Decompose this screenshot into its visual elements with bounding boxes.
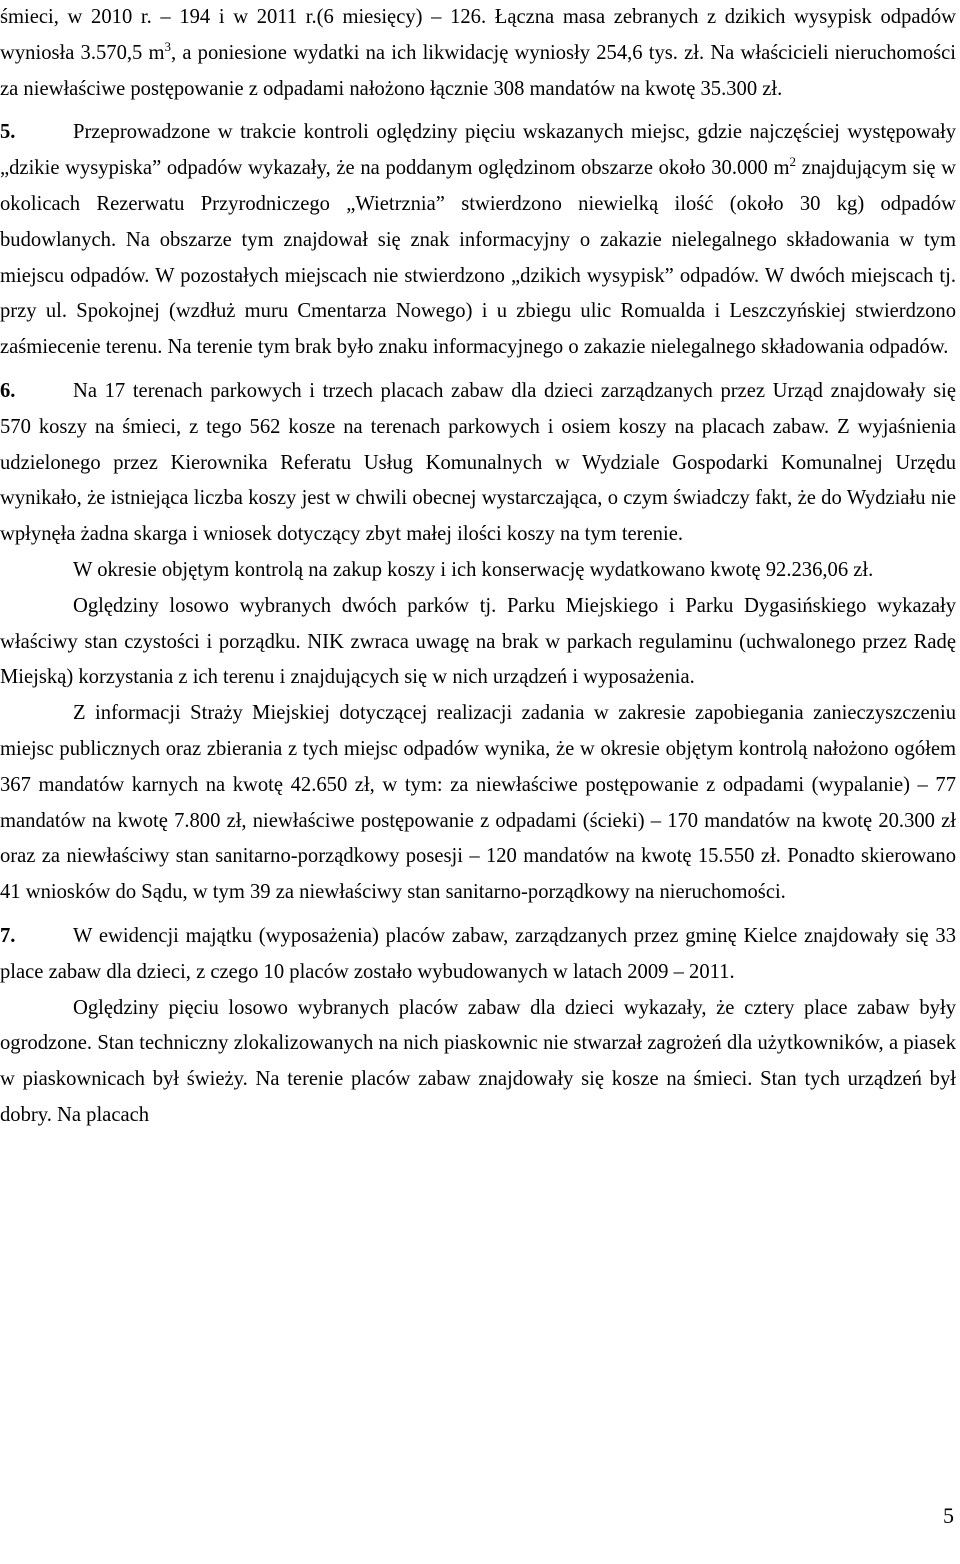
page-number: 5	[943, 1503, 954, 1528]
item-number-7: 7.	[0, 924, 16, 947]
superscript-cubic: 3	[164, 38, 172, 54]
item-number-6: 6.	[0, 379, 16, 402]
paragraph-6b: W okresie objętym kontrolą na zakup koszy i ich konserwację wydatkowano kwotę 92.236,06 zł.	[73, 558, 874, 581]
paragraph-6c: Oględziny losowo wybranych dwóch parków tj. Parku Miejskiego i Parku Dygasińskiego wykazały właściwy stan czystości i porządku. NIK zwraca uwagę na brak w parkach regulaminu (uchwalonego przez Radę Miejską) korzystania z ich terenu i znajdujących się w nich urządzeń i wyposażenia.	[0, 594, 956, 689]
paragraph-6	[0, 374, 956, 553]
paragraph-intro-text-b: , a poniesione wydatki na ich likwidację wyniosły 254,6 tys. zł. Na właścicieli nieruchomości za niewłaściwe postępowanie z odpadami nałożono łącznie 308 mandatów na kwotę 35.300 zł.	[0, 41, 956, 100]
paragraph-6-text: Na 17 terenach parkowych i trzech placach zabaw dla dzieci zarządzanych przez Urząd znajdowały się 570 koszy na śmieci, z tego 562 kosze na terenach parkowych i osiem koszy na placach zabaw. Z wyjaśnienia udzielonego przez Kierownika Referatu Usług Komunalnych w Wydziale Gospodarki Komunalnej Urzędu wynikało, że istniejąca liczba koszy jest w chwili obecnej wystarczająca, o czym świadczy fakt, że do Wydziału nie wpłynęła żadna skarga i wniosek dotyczący zbyt małej ilości koszy na tym terenie.	[0, 379, 956, 546]
paragraph-intro	[0, 0, 956, 107]
paragraph-5	[0, 115, 956, 366]
paragraph-7b: Oględziny pięciu losowo wybranych placów zabaw dla dzieci wykazały, że cztery place zabaw były ogrodzone. Stan techniczny zlokalizowanych na nich piaskownic nie stwarzał zagrożeń dla użytkowników, a piasek w piaskownicach był świeży. Na terenie placów zabaw znajdowały się kosze na śmieci. Stan tych urządzeń był dobry. Na placach	[0, 996, 956, 1126]
item-number-5: 5.	[0, 121, 16, 144]
paragraph-5-text-b: znajdującym się w okolicach Rezerwatu Przyrodniczego „Wietrznia” stwierdzono niewielką ilość (około 30 kg) odpadów budowlanych. Na obszarze tym znajdował się znak informacyjny o zakazie nielegalnego składowania w tym miejscu odpadów. W pozostałych miejscach nie stwierdzono „dzikich wysypisk” odpadów. W dwóch miejscach tj. przy ul. Spokojnej (wzdłuż muru Cmentarza Nowego) i u zbiegu ulic Romualda i Leszczyńskiej stwierdzono zaśmiecenie terenu. Na terenie tym brak było znaku informacyjnego o zakazie nielegalnego składowania odpadów.	[0, 157, 956, 359]
paragraph-7	[0, 919, 956, 991]
superscript-square: 2	[789, 154, 797, 170]
paragraph-5-text-a: Przeprowadzone w trakcie kontroli oględziny pięciu wskazanych miejsc, gdzie najczęściej występowały „dzikie wysypiska” odpadów wykazały, że na poddanym oględzinom obszarze około 30.000 m	[0, 121, 956, 180]
paragraph-7-text: W ewidencji majątku (wyposażenia) placów zabaw, zarządzanych przez gminę Kielce znajdowały się 33 place zabaw dla dzieci, z czego 10 placów zostało wybudowanych w latach 2009 – 2011.	[0, 924, 956, 983]
paragraph-6d: Z informacji Straży Miejskiej dotyczącej realizacji zadania w zakresie zapobiegania zanieczyszczeniu miejsc publicznych oraz zbierania z tych miejsc odpadów wynika, że w okresie objętym kontrolą nałożono ogółem 367 mandatów karnych na kwotę 42.650 zł, w tym: za niewłaściwe postępowanie z odpadami (wypalanie) – 77 mandatów na kwotę 7.800 zł, niewłaściwe postępowanie z odpadami (ścieki) – 170 mandatów na kwotę 20.300 zł oraz za niewłaściwy stan sanitarno-porządkowy posesji – 120 mandatów na kwotę 15.550 zł. Ponadto skierowano 41 wniosków do Sądu, w tym 39 za niewłaściwy stan sanitarno-porządkowy na nieruchomości.	[0, 702, 956, 904]
paragraph-intro-text-a: śmieci, w 2010 r. – 194 i w 2011 r.(6 miesięcy) – 126. Łączna masa zebranych z dzikich wysypisk odpadów wyniosła 3.570,5 m	[0, 6, 956, 64]
